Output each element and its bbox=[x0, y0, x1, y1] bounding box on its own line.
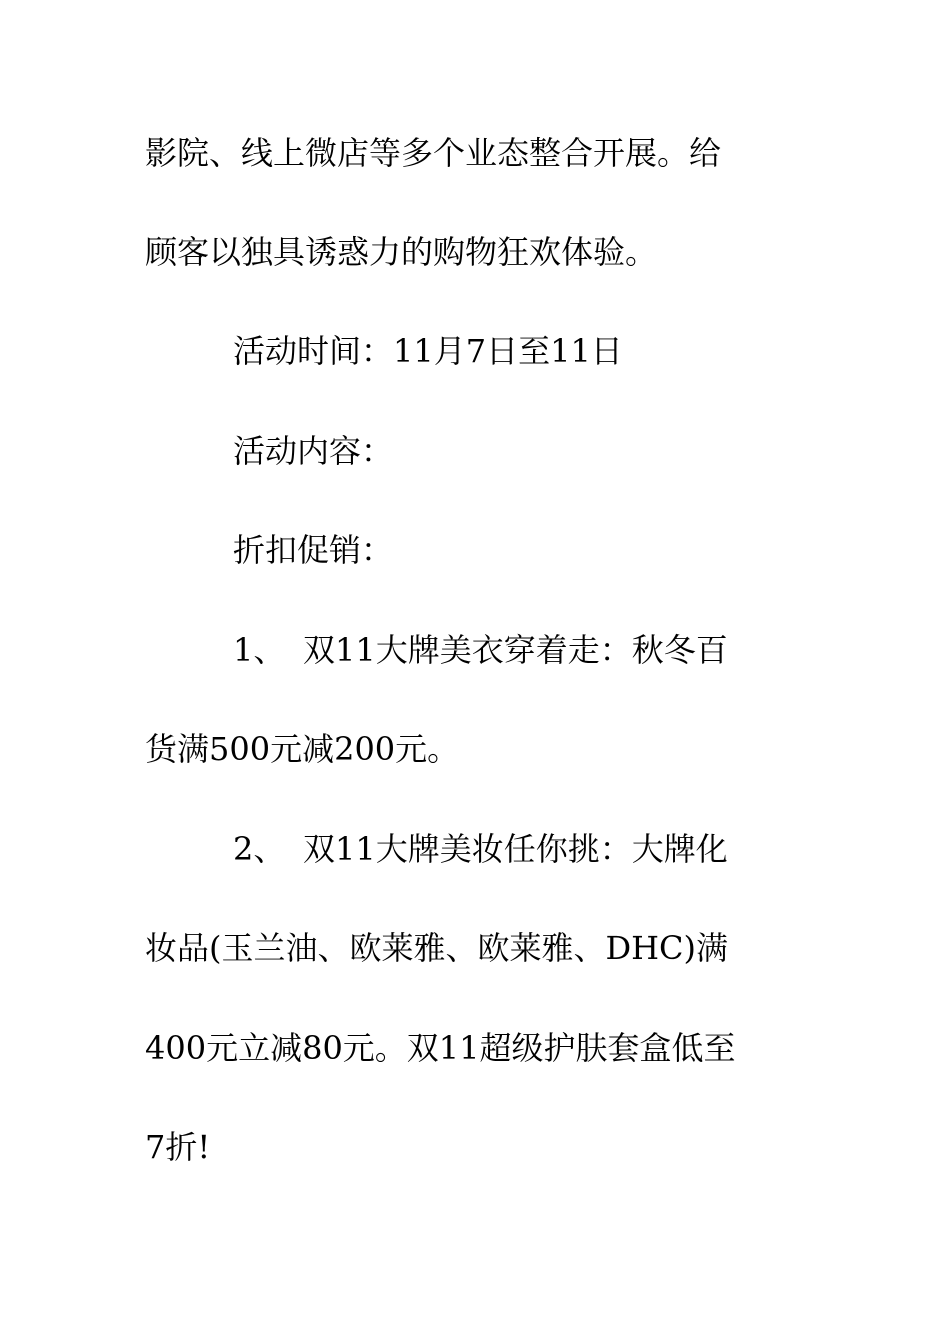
paragraph-line: 货满500元减200元。 bbox=[145, 730, 460, 768]
paragraph-line: 妆品(玉兰油、欧莱雅、欧莱雅、DHC)满 bbox=[145, 929, 729, 967]
activity-content-heading: 活动内容： bbox=[233, 432, 394, 470]
list-item-text: 双11大牌美妆任你挑：大牌化 bbox=[303, 830, 728, 868]
discount-heading: 折扣促销： bbox=[233, 531, 394, 569]
list-item bbox=[233, 630, 893, 670]
list-item-text: 双11大牌美衣穿着走：秋冬百 bbox=[303, 631, 728, 669]
list-item bbox=[233, 829, 893, 869]
list-item-number: 2、 bbox=[233, 830, 286, 868]
paragraph-line: 影院、线上微店等多个业态整合开展。给 bbox=[145, 134, 722, 172]
list-item-number: 1、 bbox=[233, 631, 286, 669]
paragraph-line: 7折! bbox=[145, 1128, 211, 1166]
paragraph-line: 顾客以独具诱惑力的购物狂欢体验。 bbox=[145, 233, 658, 271]
paragraph-line: 400元立减80元。双11超级护肤套盒低至 bbox=[145, 1029, 736, 1067]
activity-time-line: 活动时间：11月7日至11日 bbox=[233, 332, 623, 370]
